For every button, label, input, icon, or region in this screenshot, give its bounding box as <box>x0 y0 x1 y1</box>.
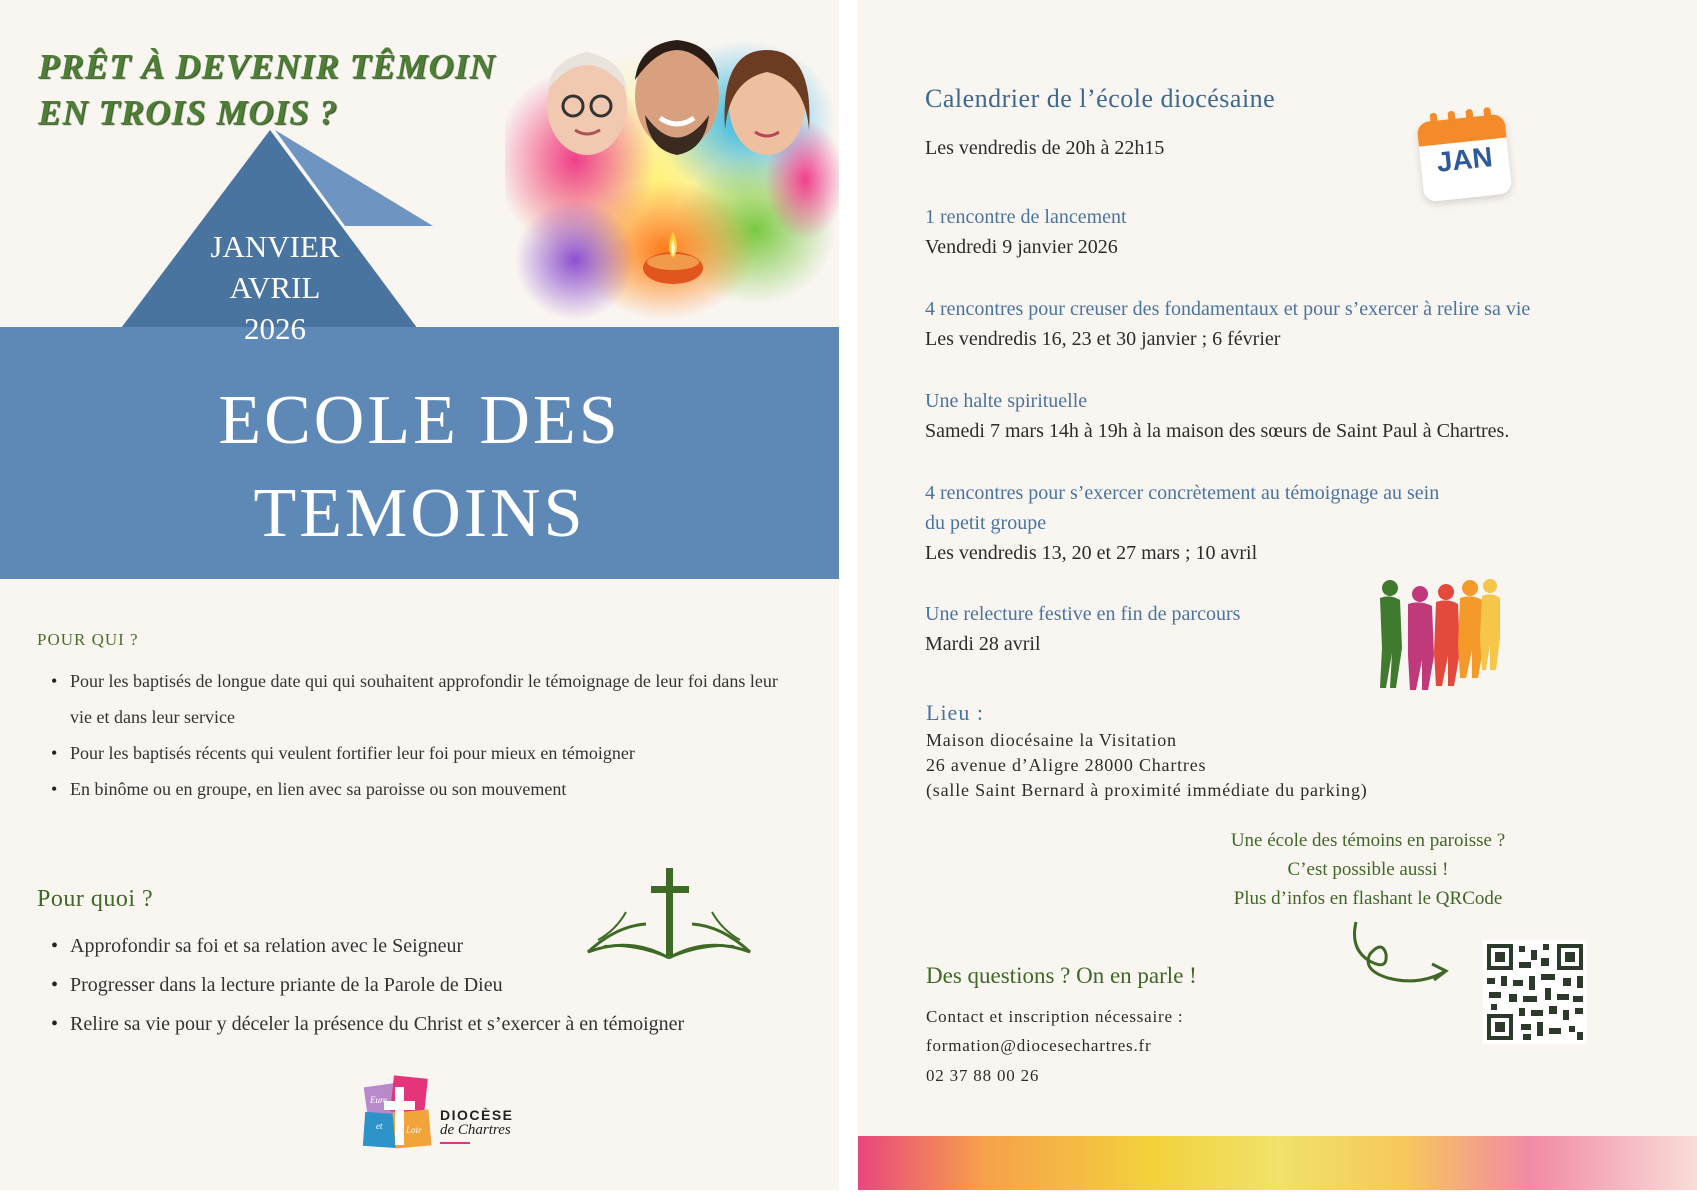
arrow-to-qrcode-icon <box>1348 918 1458 993</box>
contact-email[interactable]: formation@diocesechartres.fr <box>926 1036 1152 1055</box>
schedule-text: Les vendredis de 20h à 22h15 <box>925 137 1165 159</box>
title-line-1: ECOLE DES <box>218 382 621 459</box>
headline-line-1: PRÊT À DEVENIR TÊMOIN <box>38 47 496 86</box>
color-splash-strip <box>858 1136 1697 1190</box>
section-detail: Samedi 7 mars 14h à 19h à la maison des sœurs de Saint Paul à Chartres. <box>925 420 1510 442</box>
promo-line: C’est possible aussi ! <box>1287 859 1449 880</box>
logo-badge-word: Eure <box>370 1095 388 1105</box>
section-heading: 4 rencontres pour s’exercer concrètement au témoignage au sein <box>925 482 1440 504</box>
right-page <box>858 0 1697 1190</box>
pour-qui-heading: POUR QUI ? <box>37 630 139 649</box>
diocese-logo-emblem <box>362 1073 438 1153</box>
section-detail: Les vendredis 16, 23 et 30 janvier ; 6 février <box>925 328 1281 350</box>
title-line-2: TEMOINS <box>253 475 586 552</box>
section-heading: Une relecture festive en fin de parcours <box>925 603 1241 625</box>
date-month-start: JANVIER <box>210 229 340 264</box>
list-item: • Approfondir sa foi et sa relation avec le Seigneur <box>37 927 777 966</box>
list-item: • Progresser dans la lecture priante de la Parole de Dieu <box>37 966 777 1005</box>
left-page <box>0 0 839 1190</box>
program-dates <box>195 226 355 349</box>
list-item: • Relire sa vie pour y déceler la présence du Christ et s’exercer à en témoigner <box>37 1005 777 1044</box>
headline <box>38 44 518 136</box>
parish-promo <box>1158 826 1578 913</box>
calendar-icon-label: JAN <box>1435 141 1495 178</box>
section-heading: 4 rencontres pour creuser des fondamentaux et pour s’exercer à relire sa vie <box>925 298 1531 320</box>
section-heading: Une halte spirituelle <box>925 390 1088 412</box>
qr-code-image[interactable] <box>1483 940 1587 1044</box>
pour-quoi-heading: Pour quoi ? <box>37 886 154 912</box>
location-line: (salle Saint Bernard à proximité immédiate du parking) <box>926 780 1368 800</box>
open-bible-cross-icon <box>586 866 756 966</box>
logo-diocese-label: DIOCÈSE <box>440 1107 514 1123</box>
date-year: 2026 <box>244 311 306 346</box>
woman-with-glasses-face <box>547 52 627 155</box>
section-heading-cont: du petit groupe <box>925 512 1047 534</box>
calendar-icon <box>1416 106 1513 203</box>
contact-line: Contact et inscription nécessaire : <box>926 1007 1184 1026</box>
list-item: • En binôme ou en groupe, en lien avec sa paroisse ou son mouvement <box>37 771 797 807</box>
promo-line: Plus d’infos en flashant le QRCode <box>1233 888 1503 909</box>
calendar-title: Calendrier de l’école diocésaine <box>925 84 1276 113</box>
location-heading: Lieu : <box>926 700 984 725</box>
logo-underline <box>440 1142 470 1144</box>
questions-heading: Des questions ? On en parle ! <box>926 963 1197 988</box>
portraits-color-burst-illustration <box>505 10 839 330</box>
logo-badge-word: Loir <box>406 1125 422 1135</box>
section-heading: 1 rencontre de lancement <box>925 206 1127 228</box>
promo-line: Une école des témoins en paroisse ? <box>1230 830 1506 851</box>
logo-badge-word: et <box>376 1121 383 1131</box>
section-detail: Vendredi 9 janvier 2026 <box>925 236 1118 258</box>
logo-chartres-label: de Chartres <box>440 1122 511 1138</box>
group-silhouettes-illustration <box>1372 578 1502 693</box>
list-item: • Pour les baptisés de longue date qui qui souhaitent approfondir le témoignage de leur foi dans leur vie et dans leur service <box>37 663 797 735</box>
date-month-end: AVRIL <box>229 270 321 305</box>
location-line: 26 avenue d’Aligre 28000 Chartres <box>926 755 1207 775</box>
location-line: Maison diocésaine la Visitation <box>926 730 1177 750</box>
page-title <box>0 374 839 560</box>
section-detail: Les vendredis 13, 20 et 27 mars ; 10 avril <box>925 542 1258 564</box>
contact-phone[interactable]: 02 37 88 00 26 <box>926 1066 1040 1085</box>
section-detail: Mardi 28 avril <box>925 633 1041 655</box>
pour-qui-list <box>37 663 797 807</box>
list-item: • Pour les baptisés récents qui veulent fortifier leur foi pour mieux en témoigner <box>37 735 797 771</box>
headline-line-2: EN TROIS MOIS ? <box>38 93 338 132</box>
